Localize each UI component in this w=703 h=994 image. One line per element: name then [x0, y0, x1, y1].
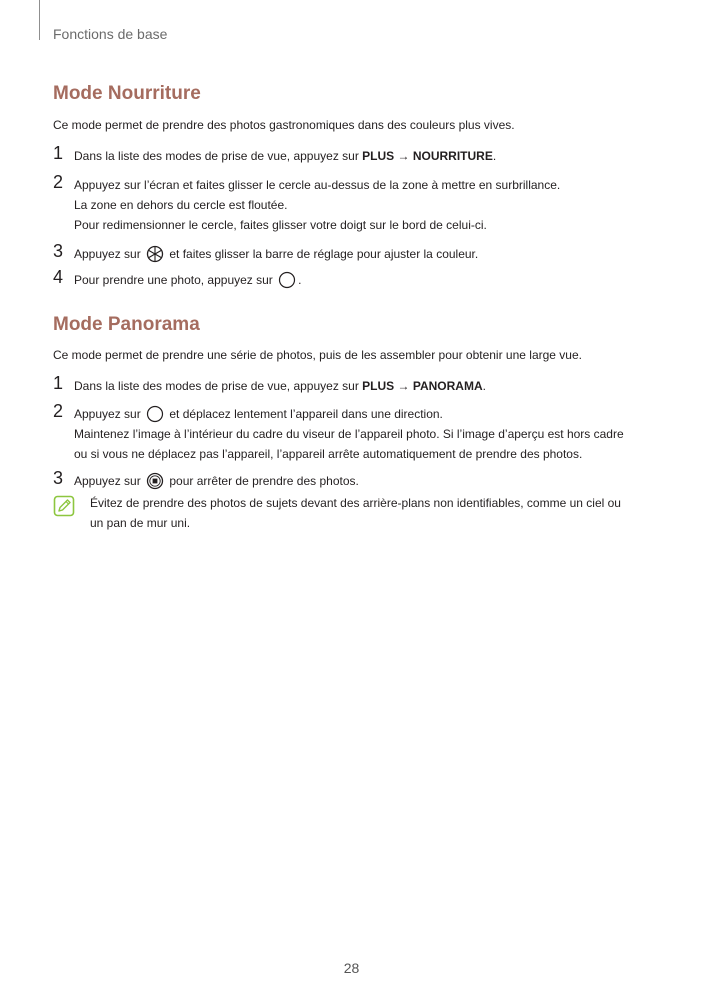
- step-text-end: et déplacez lentement l’appareil dans une direction.: [166, 407, 443, 421]
- margin-rule: [39, 0, 40, 40]
- section-title-panorama: Mode Panorama: [53, 314, 200, 335]
- section-intro-panorama: Ce mode permet de prendre une série de photos, puis de les assembler pour obtenir une large vue.: [53, 348, 582, 362]
- menu-path: PLUS → NOURRITURE: [362, 149, 493, 163]
- step-text: Maintenez l’image à l’intérieur du cadre du viseur de l’appareil photo. Si l’image d’aperçu est hors cadre: [74, 427, 624, 441]
- step-text: Dans la liste des modes de prise de vue, appuyez sur: [74, 149, 363, 163]
- step-text: Dans la liste des modes de prise de vue, appuyez sur: [74, 379, 363, 393]
- step-number: 3: [53, 241, 64, 261]
- section-intro-food: Ce mode permet de prendre des photos gastronomiques dans des couleurs plus vives.: [53, 118, 515, 132]
- step-text: ou si vous ne déplacez pas l’appareil, l’appareil arrête automatiquement de prendre des photos.: [74, 447, 583, 461]
- step-text: Appuyez sur l’écran et faites glisser le cercle au-dessus de la zone à mettre en surbrillance.: [74, 178, 561, 192]
- step-text: Pour prendre une photo, appuyez sur: [74, 273, 277, 287]
- color-tune-icon: [146, 245, 164, 263]
- note-pencil-icon: [53, 495, 75, 517]
- note-text: un pan de mur uni.: [90, 516, 191, 530]
- step-text-end: .: [492, 149, 497, 163]
- step-text: La zone en dehors du cercle est floutée.: [74, 198, 288, 212]
- shutter-button-icon: [146, 405, 164, 423]
- step-text-end: et faites glisser la barre de réglage pour ajuster la couleur.: [166, 247, 479, 261]
- step-number: 4: [53, 267, 64, 287]
- step-text-end: pour arrêter de prendre des photos.: [166, 474, 359, 488]
- section-title-food: Mode Nourriture: [53, 83, 201, 104]
- step-number: 2: [53, 401, 64, 421]
- running-header: Fonctions de base: [53, 26, 168, 42]
- stop-button-icon: [146, 472, 164, 490]
- step-text: Appuyez sur: [74, 474, 145, 488]
- step-number: 1: [53, 143, 64, 163]
- step-text: Appuyez sur: [74, 247, 145, 261]
- menu-path: PLUS → PANORAMA: [362, 379, 483, 393]
- step-text-end: .: [482, 379, 486, 393]
- step-text-end: .: [298, 273, 302, 287]
- step-number: 1: [53, 373, 64, 393]
- step-number: 3: [53, 468, 64, 488]
- note-text: Évitez de prendre des photos de sujets devant des arrière-plans non identifiables, comme un ciel ou: [90, 496, 621, 510]
- shutter-button-icon: [278, 271, 296, 289]
- step-text: Appuyez sur: [74, 407, 145, 421]
- page-number: 28: [343, 960, 360, 976]
- step-text: Pour redimensionner le cercle, faites glisser votre doigt sur le bord de celui-ci.: [74, 218, 487, 232]
- step-number: 2: [53, 172, 64, 192]
